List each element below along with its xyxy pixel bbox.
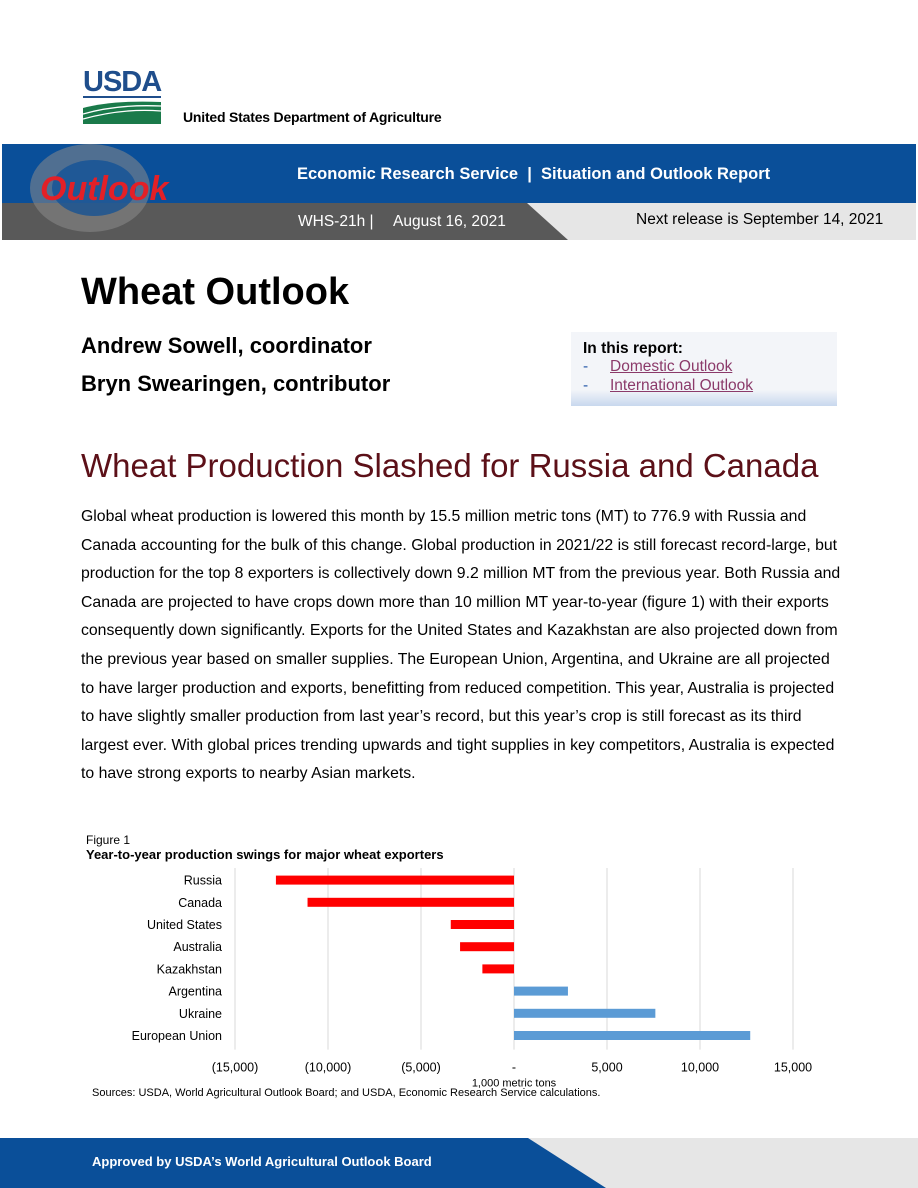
figure-title: Year-to-year production swings for major wheat exporters bbox=[86, 847, 444, 862]
figure-source: Sources: USDA, World Agricultural Outlook Board; and USDA, Economic Research Service calculations. bbox=[92, 1087, 601, 1099]
x-axis-title: 1,000 metric tons bbox=[471, 1077, 557, 1088]
x-tick-label: 10,000 bbox=[680, 1060, 720, 1075]
x-tick-label: 5,000 bbox=[591, 1060, 623, 1075]
usda-logo-hills-icon bbox=[83, 98, 163, 124]
x-tick-label: 15,000 bbox=[773, 1060, 813, 1075]
bar bbox=[451, 920, 514, 929]
in-this-report-title: In this report: bbox=[583, 340, 683, 357]
category-label: Canada bbox=[178, 895, 222, 910]
footer-approval-text: Approved by USDA’s World Agricultural Outlook Board bbox=[92, 1154, 432, 1169]
bar bbox=[514, 1009, 655, 1018]
page-title: Wheat Outlook bbox=[81, 271, 350, 313]
report-id: WHS-21h | bbox=[298, 213, 374, 230]
x-tick-label: (5,000) bbox=[401, 1060, 441, 1075]
bar bbox=[514, 987, 568, 996]
domestic-outlook-link[interactable]: Domestic Outlook bbox=[610, 358, 733, 375]
x-tick-label: - bbox=[511, 1060, 517, 1075]
outlook-logo bbox=[28, 142, 188, 242]
outlook-logo-text: Outlook bbox=[40, 170, 169, 208]
banner-title: Economic Research Service | Situation and Outlook Report bbox=[297, 165, 771, 183]
list-dash: - bbox=[583, 377, 589, 394]
department-name: United States Department of Agriculture bbox=[183, 109, 442, 125]
next-release-date: Next release is September 14, 2021 bbox=[636, 211, 884, 228]
report-link-item bbox=[583, 377, 753, 395]
list-dash: - bbox=[583, 358, 589, 375]
x-tick-label: (15,000) bbox=[211, 1060, 259, 1075]
bar-chart bbox=[80, 862, 840, 1088]
author-contributor: Bryn Swearingen, contributor bbox=[81, 371, 391, 396]
bar bbox=[460, 942, 514, 951]
in-this-report-box bbox=[571, 332, 837, 406]
category-label: Kazakhstan bbox=[156, 962, 222, 977]
usda-logo-text: USDA bbox=[83, 66, 162, 98]
bar bbox=[308, 898, 514, 907]
category-label: United States bbox=[146, 918, 222, 932]
bar bbox=[482, 964, 514, 973]
category-label: Australia bbox=[173, 940, 222, 955]
category-label: Argentina bbox=[168, 984, 222, 999]
international-outlook-link[interactable]: International Outlook bbox=[610, 377, 754, 394]
usda-logo bbox=[83, 68, 163, 124]
body-paragraph: Global wheat production is lowered this month by 15.5 million metric tons (MT) to 776.9 with Russia and Canada accounting for the bulk of this change. Global production in 2021/22 is still forecast record-large, but production for the top 8 exporters is collectively down 9.2 million MT from the previous year. Both Russia and Canada are projected to have crops down more than 10 million MT year-to-year (figure 1) with their exports consequently down significantly. Exports for the United States and Kazakhstan are also projected down from the previous year based on smaller supplies. The European Union, Argentina, and Ukraine are all projected to have larger production and exports, benefitting from reduced competition. This year, Australia is projected to have slightly smaller production from last year’s record, but this year’s crop is still forecast as its third largest ever. With global prices trending upwards and tight supplies in key competitors, Australia is expected to have strong exports to nearby Asian markets. bbox=[81, 508, 841, 783]
report-link-item bbox=[583, 358, 732, 376]
author-coordinator: Andrew Sowell, coordinator bbox=[81, 333, 372, 358]
category-label: Ukraine bbox=[178, 1006, 222, 1021]
category-label: Russia bbox=[183, 873, 222, 888]
category-label: European Union bbox=[131, 1029, 222, 1043]
figure-label: Figure 1 bbox=[86, 833, 131, 847]
bar bbox=[514, 1031, 750, 1040]
bar bbox=[276, 876, 514, 885]
report-date: August 16, 2021 bbox=[393, 213, 506, 230]
section-heading: Wheat Production Slashed for Russia and Canada bbox=[81, 447, 819, 484]
x-tick-label: (10,000) bbox=[304, 1060, 352, 1075]
